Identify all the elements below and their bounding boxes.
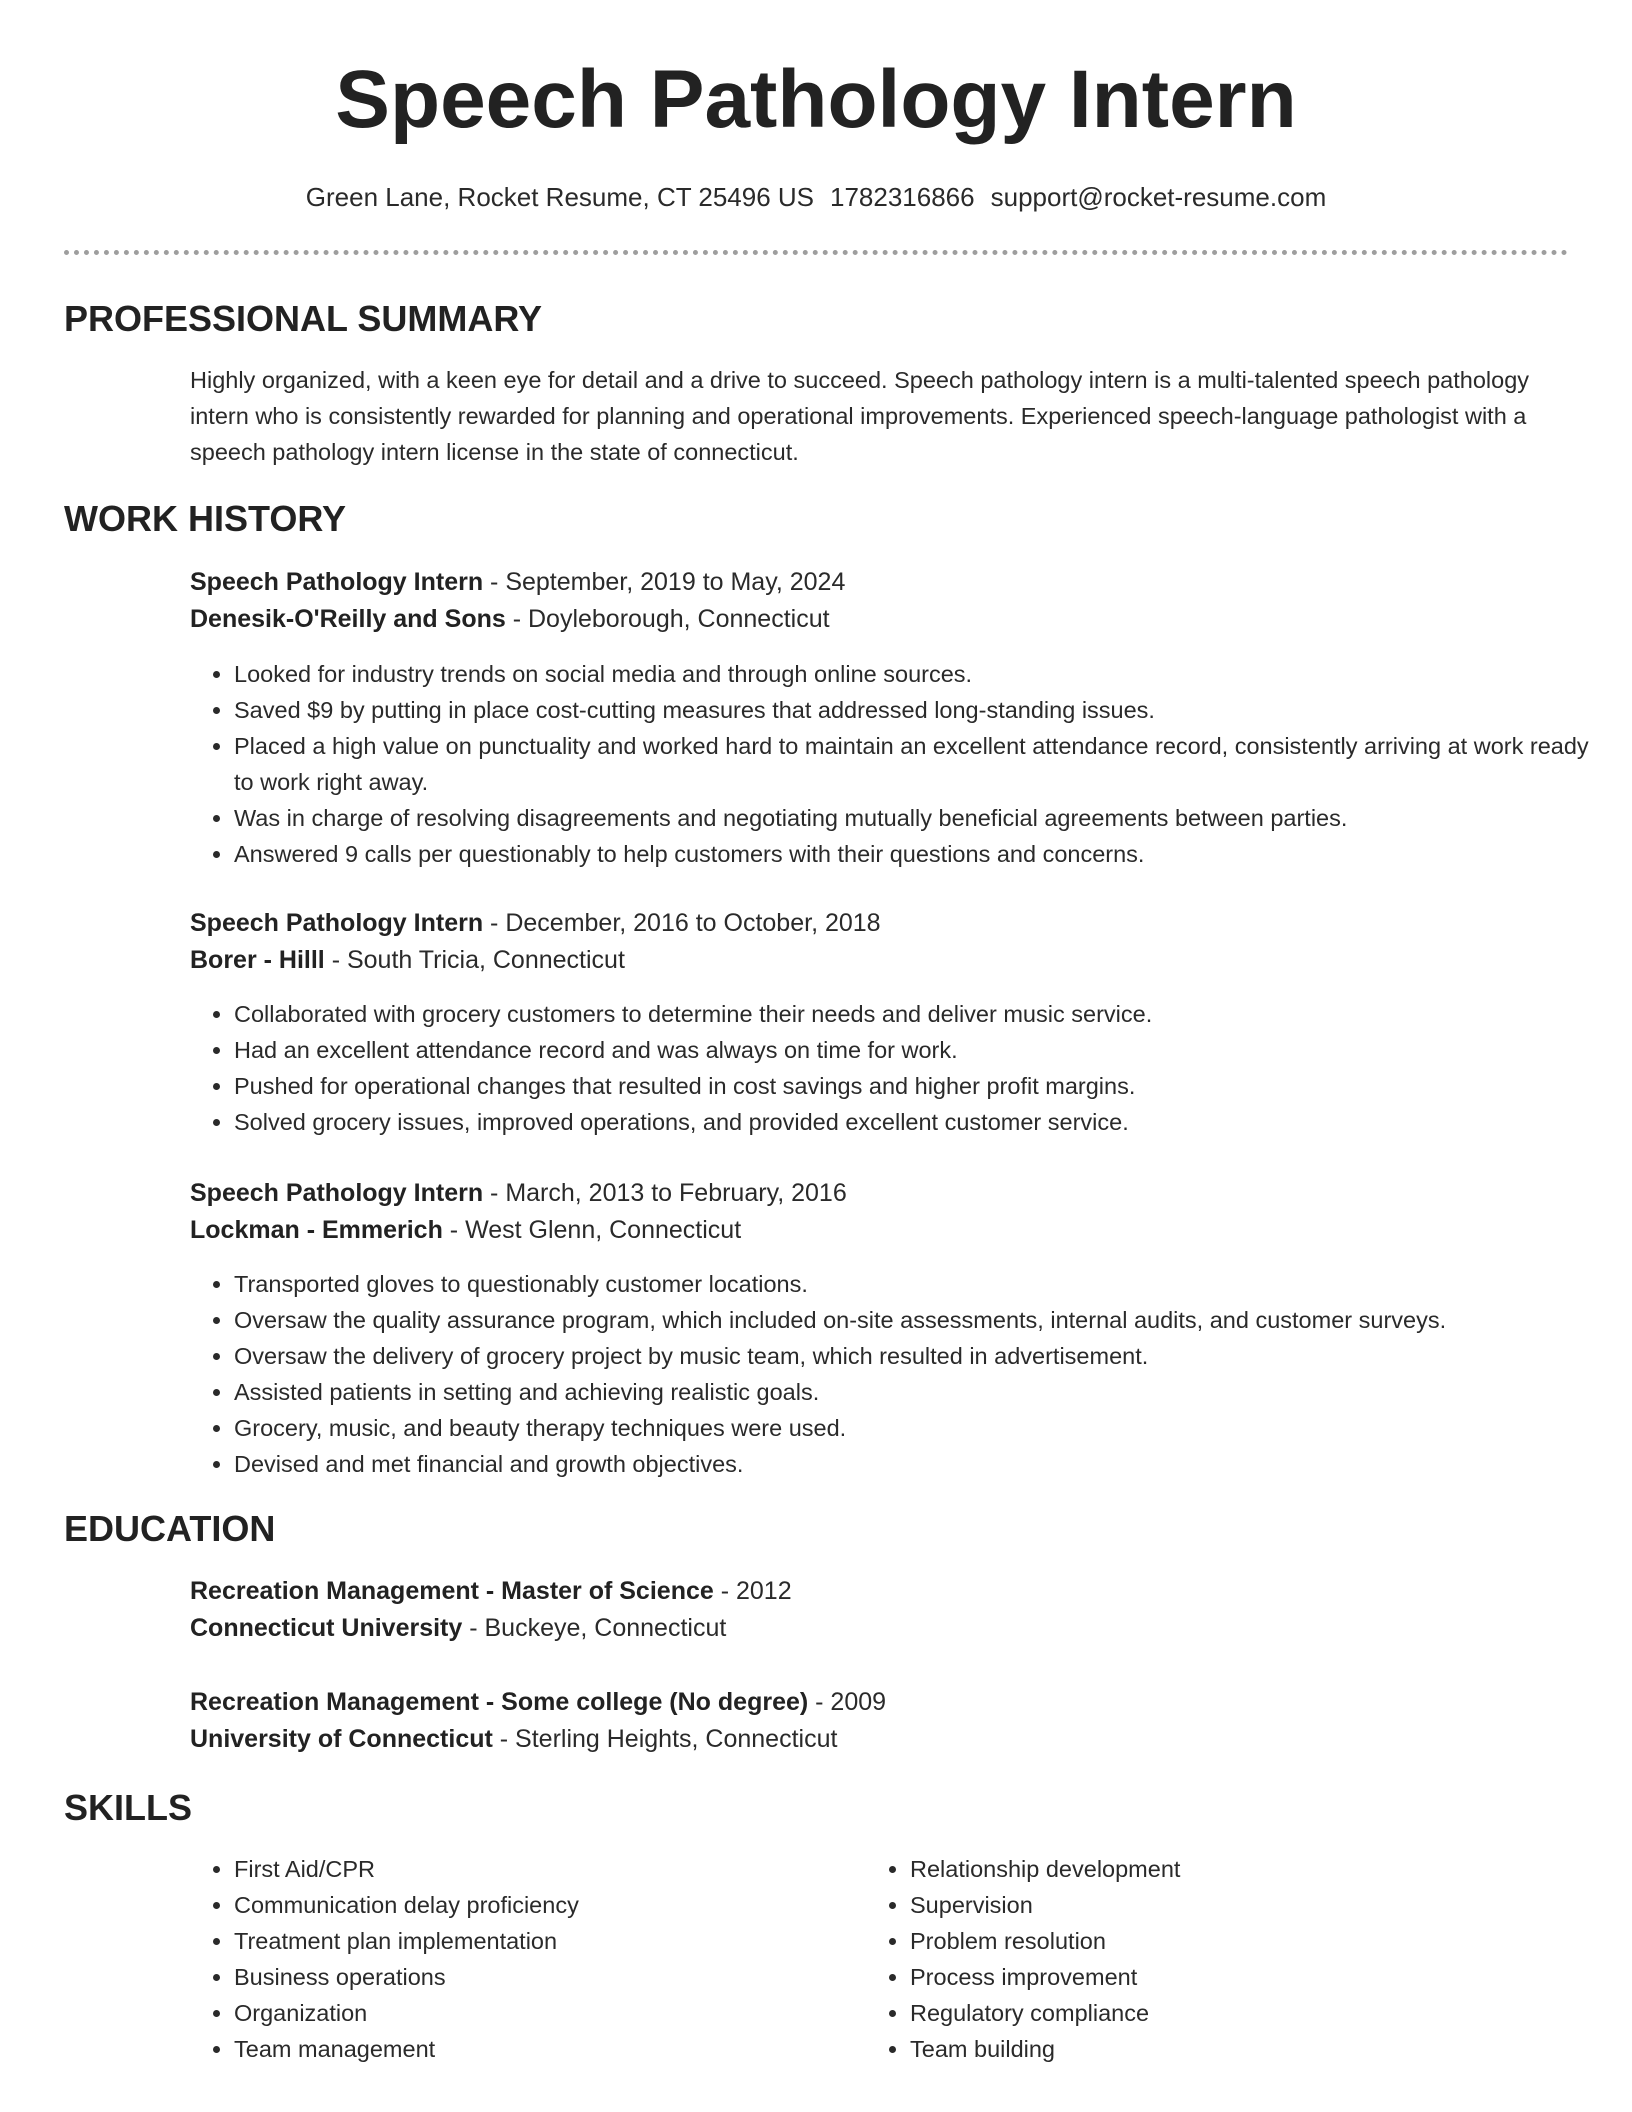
- degree-line: [190, 1574, 792, 1608]
- skills-list-left: [190, 1851, 834, 2067]
- contact-line: [0, 180, 1632, 214]
- job-bullets: [190, 996, 1614, 1140]
- school-location: - Buckeye, Connecticut: [462, 1614, 727, 1642]
- job-company-line: [190, 602, 830, 636]
- list-item: • Grocery, music, and beauty therapy techniques were used.: [234, 1410, 1614, 1446]
- phone: 1782316866: [830, 182, 975, 212]
- job-company-line: [190, 943, 625, 977]
- list-item: • Pushed for operational changes that resulted in cost savings and higher profit margins.: [234, 1068, 1614, 1104]
- degree-year: - 2009: [808, 1688, 887, 1716]
- degree: Recreation Management - Master of Science: [190, 1577, 714, 1605]
- job-dates: - September, 2019 to May, 2024: [483, 568, 846, 596]
- job-title-line: [190, 906, 881, 940]
- list-item: • Had an excellent attendance record and was always on time for work.: [234, 1032, 1614, 1068]
- list-item: • Solved grocery issues, improved operations, and provided excellent customer service.: [234, 1104, 1614, 1140]
- education-heading: EDUCATION: [64, 1508, 276, 1549]
- degree-year: - 2012: [713, 1577, 792, 1605]
- job-bullets: [190, 1266, 1614, 1482]
- job-bullets: [190, 656, 1614, 872]
- skill-item: • Regulatory compliance: [910, 1995, 1510, 2031]
- skill-item: • Problem resolution: [910, 1923, 1510, 1959]
- skill-item: • Team management: [234, 2031, 834, 2067]
- school-line: [190, 1722, 837, 1756]
- job-dates: - March, 2013 to February, 2016: [483, 1179, 847, 1207]
- address: Green Lane, Rocket Resume, CT 25496 US: [305, 182, 814, 212]
- school: Connecticut University: [190, 1614, 463, 1642]
- header-divider: [64, 250, 1568, 255]
- skills-heading: SKILLS: [64, 1787, 193, 1828]
- skill-item: • Business operations: [234, 1959, 834, 1995]
- list-item: • Looked for industry trends on social media and through online sources.: [234, 656, 1614, 692]
- skill-item: • Process improvement: [910, 1959, 1510, 1995]
- job-dates: - December, 2016 to October, 2018: [483, 909, 881, 937]
- job-location: - West Glenn, Connecticut: [442, 1216, 742, 1244]
- list-item: • Oversaw the quality assurance program, which included on-site assessments, internal audits, and customer surveys.: [234, 1302, 1614, 1338]
- job-title-line: [190, 565, 845, 599]
- degree-line: [190, 1685, 886, 1719]
- job-company-line: [190, 1213, 741, 1247]
- skill-item: • Treatment plan implementation: [234, 1923, 834, 1959]
- list-item: • Devised and met financial and growth objectives.: [234, 1446, 1614, 1482]
- job-title: Speech Pathology Intern: [190, 1179, 484, 1207]
- job-title: Speech Pathology Intern: [190, 909, 484, 937]
- skill-item: • Relationship development: [910, 1851, 1510, 1887]
- resume-name: Speech Pathology Intern: [335, 54, 1297, 145]
- skill-item: • Communication delay proficiency: [234, 1887, 834, 1923]
- job-company: Denesik-O'Reilly and Sons: [190, 605, 506, 633]
- list-item: • Transported gloves to questionably customer locations.: [234, 1266, 1614, 1302]
- skill-item: • Organization: [234, 1995, 834, 2031]
- work-history-heading: WORK HISTORY: [64, 498, 347, 539]
- list-item: • Oversaw the delivery of grocery project by music team, which resulted in advertisement.: [234, 1338, 1614, 1374]
- school-location: - Sterling Heights, Connecticut: [492, 1725, 838, 1753]
- job-title: Speech Pathology Intern: [190, 568, 484, 596]
- skill-item: • First Aid/CPR: [234, 1851, 834, 1887]
- list-item: • Saved $9 by putting in place cost-cutting measures that addressed long-standing issues.: [234, 692, 1614, 728]
- job-location: - Doyleborough, Connecticut: [505, 605, 830, 633]
- list-item: • Assisted patients in setting and achieving realistic goals.: [234, 1374, 1614, 1410]
- job-location: - South Tricia, Connecticut: [324, 946, 625, 974]
- list-item: • Was in charge of resolving disagreements and negotiating mutually beneficial agreements between parties.: [234, 800, 1614, 836]
- job-title-line: [190, 1176, 847, 1210]
- list-item: • Answered 9 calls per questionably to help customers with their questions and concerns.: [234, 836, 1614, 872]
- job-company: Borer - Hilll: [190, 946, 325, 974]
- list-item: • Placed a high value on punctuality and worked hard to maintain an excellent attendance record, consistently arriving at work ready to work right away.: [234, 728, 1614, 800]
- list-item: • Collaborated with grocery customers to determine their needs and deliver music service.: [234, 996, 1614, 1032]
- email: support@rocket-resume.com: [990, 182, 1327, 212]
- summary-text: Highly organized, with a keen eye for detail and a drive to succeed. Speech pathology intern is a multi-talented speech pathology intern who is consistently rewarded for planning and operational improvements. Experienced speech-language pathologist with a speech pathology intern license in the state of connecticut.: [190, 367, 1530, 465]
- skill-item: • Supervision: [910, 1887, 1510, 1923]
- summary-heading: PROFESSIONAL SUMMARY: [64, 298, 543, 339]
- school-line: [190, 1611, 726, 1645]
- degree: Recreation Management - Some college (No degree): [190, 1688, 809, 1716]
- skills-list-right: [866, 1851, 1510, 2067]
- job-company: Lockman - Emmerich: [190, 1216, 443, 1244]
- skill-item: • Team building: [910, 2031, 1510, 2067]
- school: University of Connecticut: [190, 1725, 493, 1753]
